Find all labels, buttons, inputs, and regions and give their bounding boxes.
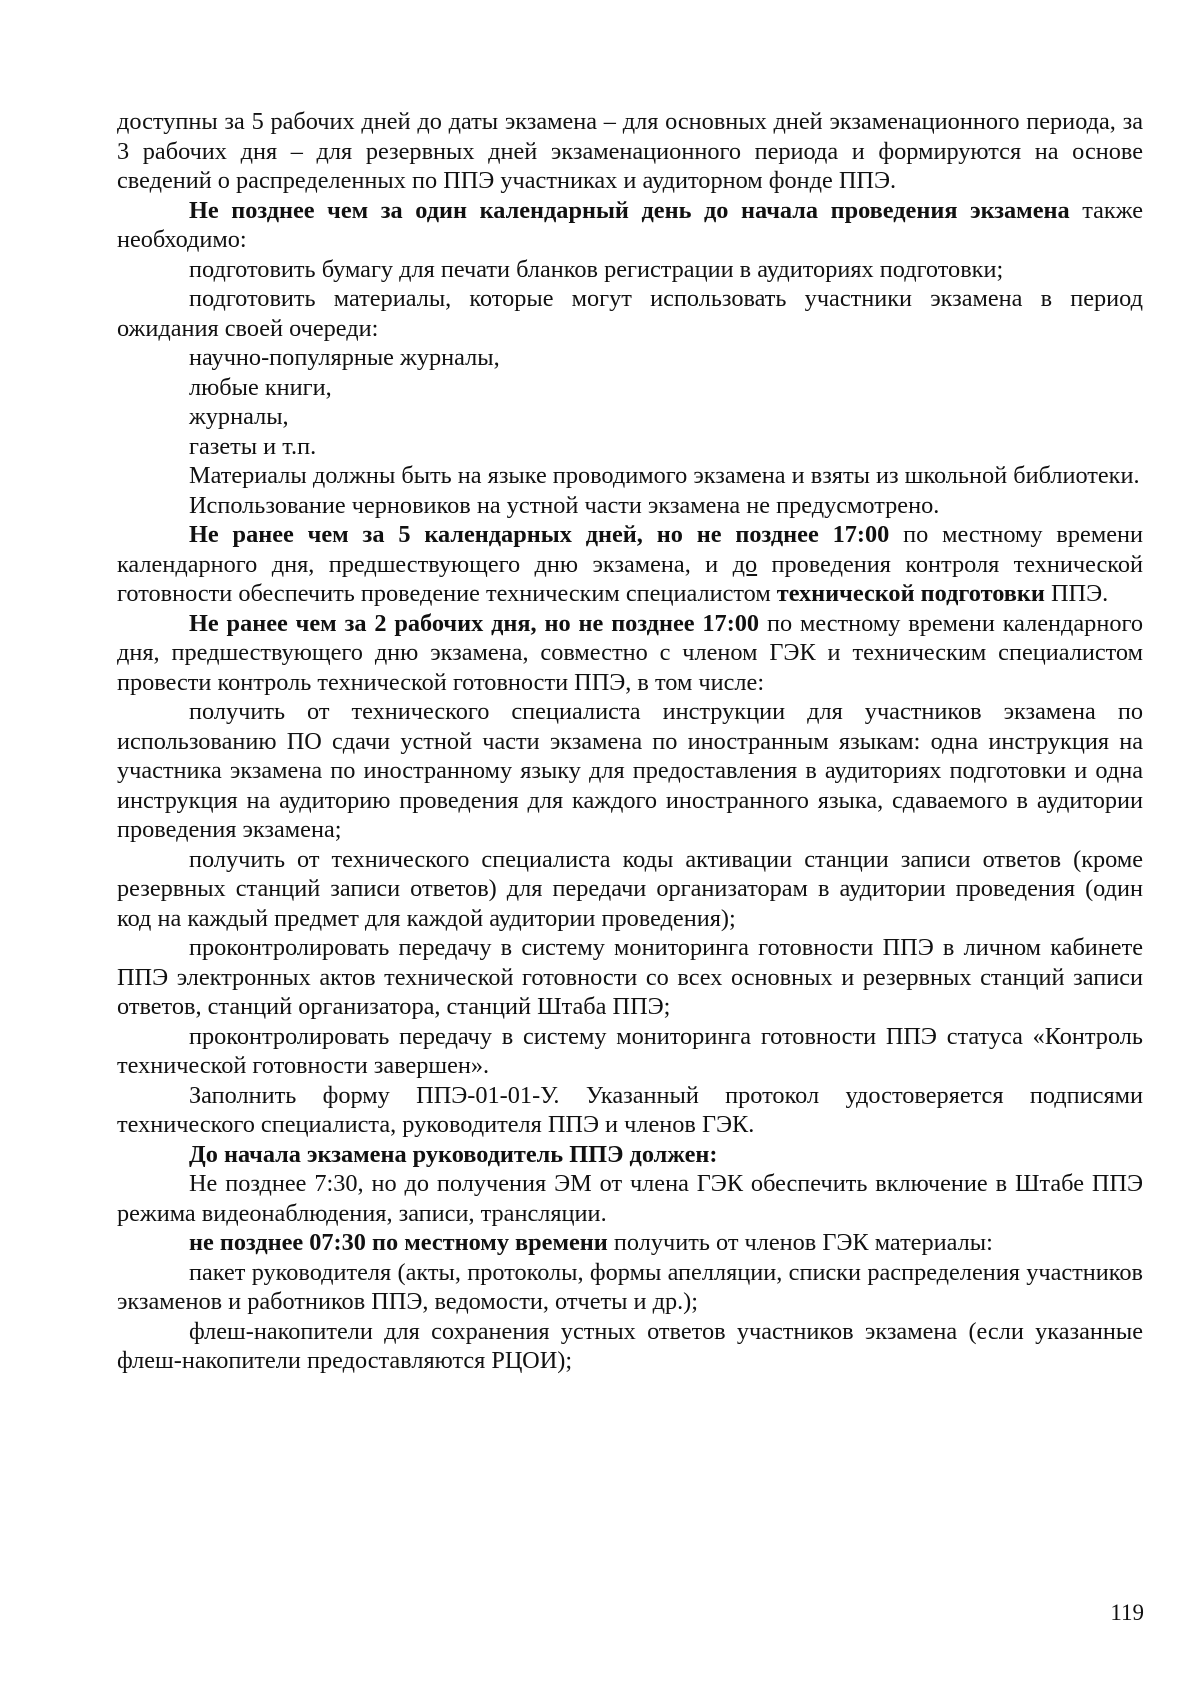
day-before-rest: также необходимо: bbox=[117, 196, 1143, 253]
text-span: по местному времени календарного дня, предшествующего дню экзамена, и bbox=[117, 521, 1143, 578]
day-before-heading: Не позднее чем за один календарный день до начала проведения экзамена bbox=[189, 196, 1070, 224]
paragraph-form: Заполнить форму ППЭ-01-01-У. Указанный протокол удостоверяется подписями технического специалиста, руководителя ППЭ и членов ГЭК. bbox=[117, 1081, 1143, 1138]
text-span: по местному времени календарного дня, предшествующего дню экзамена, совместно с членом ГЭК и техническим специалистом провести контроль технической готовности ППЭ, в том числе: bbox=[117, 609, 1143, 696]
paragraph-day-before bbox=[117, 196, 1143, 255]
paragraph-flash-drives: флеш-накопители для сохранения устных ответов участников экзамена (если указанные флеш-накопители предоставляются РЦОИ); bbox=[117, 1317, 1143, 1374]
two-days-heading: Не ранее чем за 2 рабочих дня, но не позднее 17:00 bbox=[189, 609, 760, 637]
paragraph-technical-control bbox=[117, 609, 1143, 698]
list-item: журналы, bbox=[189, 403, 289, 430]
technical-preparation-bold: технической подготовки bbox=[776, 580, 1045, 607]
paragraph-activation-codes: получить от технического специалиста коды активации станции записи ответов (кроме резервных станций записи ответов) для передачи организаторам в аудитории проведения (один код на каждый предмет для каждой аудитории проведения); bbox=[117, 845, 1143, 932]
paragraph-materials-language: Материалы должны быть на языке проводимого экзамена и взяты из школьной библиотеки. bbox=[189, 462, 1140, 489]
paragraph-instructions: получить от технического специалиста инструкции для участников экзамена по использованию ПО сдачи устной части экзамена по иностранным языкам: одна инструкция на участника экзамена по иностранному языку для предоставления в аудиториях подготовки и одна инструкция на аудиторию проведения для каждого иностранного языка, сдаваемого в аудитории проведения экзамена; bbox=[117, 698, 1143, 843]
paragraph-drafts: Использование черновиков на устной части экзамена не предусмотрено. bbox=[189, 491, 940, 519]
paragraph-monitoring-acts: проконтролировать передачу в систему мониторинга готовности ППЭ в личном кабинете ППЭ электронных актов технической готовности со всех основных и резервных станций записи ответов, станций организатора, станций Штаба ППЭ; bbox=[117, 934, 1143, 1020]
text-span: ППЭ. bbox=[1044, 580, 1109, 607]
document-body bbox=[117, 107, 1143, 1376]
paragraph-availability: доступны за 5 рабочих дней до даты экзамена – для основных дней экзаменационного периода, за 3 рабочих дня – для резервных дней экзаменационного периода и формируются на основе сведений о распределенных по ППЭ участниках и аудиторном фонде ППЭ. bbox=[117, 108, 1143, 194]
paragraph-video: Не позднее 7:30, но до получения ЭМ от члена ГЭК обеспечить включение в Штабе ППЭ режима видеонаблюдения, записи, трансляции. bbox=[117, 1170, 1143, 1227]
paragraph-paper: подготовить бумагу для печати бланков регистрации в аудиториях подготовки; bbox=[189, 255, 1004, 283]
before-exam-heading: До начала экзамена руководитель ППЭ должен: bbox=[189, 1140, 718, 1168]
list-item: газеты и т.п. bbox=[189, 432, 317, 460]
text-span: получить от членов ГЭК материалы: bbox=[607, 1229, 993, 1256]
paragraph-leader-package: пакет руководителя (акты, протоколы, формы апелляции, списки распределения участников экзаменов и работников ППЭ, ведомости, отчеты и др.); bbox=[117, 1258, 1143, 1315]
paragraph-monitoring-status: проконтролировать передачу в систему мониторинга готовности ППЭ статуса «Контроль технической готовности завершен». bbox=[117, 1022, 1143, 1079]
list-item: научно-популярные журналы, bbox=[189, 344, 500, 371]
time-0730-bold: не позднее 07:30 по местному времени bbox=[189, 1229, 608, 1256]
paragraph-materials-receipt bbox=[117, 1228, 1143, 1258]
paragraph-before-exam-heading bbox=[117, 1140, 1143, 1170]
paragraph-materials: подготовить материалы, которые могут использовать участники экзамена в период ожидания своей очереди: bbox=[117, 285, 1143, 342]
underlined-word: до bbox=[732, 550, 758, 578]
text-span: проведения контроля технической готовности обеспечить проведение техническим специалистом bbox=[117, 550, 1143, 607]
paragraph-technical-preparation bbox=[117, 520, 1143, 609]
list-item: любые книги, bbox=[189, 373, 332, 401]
page-number: 119 bbox=[1110, 1600, 1144, 1625]
five-days-heading: Не ранее чем за 5 календарных дней, но не позднее 17:00 bbox=[189, 521, 890, 548]
